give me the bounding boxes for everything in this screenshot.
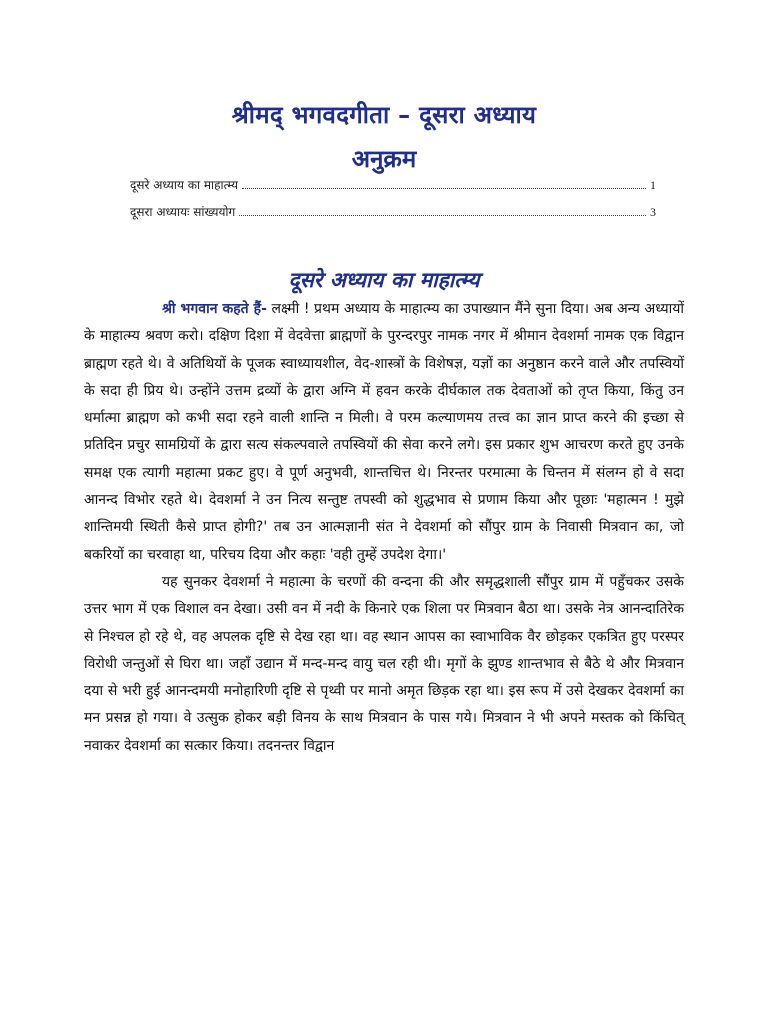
toc-heading: अनुक्रम xyxy=(351,145,417,173)
body-text xyxy=(84,296,684,760)
toc-leader-dots xyxy=(242,187,646,189)
table-of-contents xyxy=(130,176,656,230)
speaker-label: श्री भगवान कहते हैं- xyxy=(162,301,267,317)
paragraph-text: यह सुनकर देवशर्मा ने महात्मा के चरणों की वन्दना की और समृद्धशाली सौंपुर ग्राम में पहुँचकर उसके उत्तर भाग में एक विशाल वन देखा। उसी वन में नदी के किनारे एक शिला पर मित्रवान बैठा था। उसके नेत्र आनन्दातिरेक से निश्चल हो रहे थे, वह अपलक दृष्टि से देख रहा था। वह स्थान आपस का स्वाभाविक वैर छोड़कर एकत्रित हुए परस्पर विरोधी जन्तुओं से घिरा था। जहाँ उद्यान में मन्द-मन्द वायु चल रही थी। मृगों के झुण्ड शान्तभाव से बैठे थे और मित्रवान दया से भरी हुई आनन्दमयी मनोहारिणी दृष्टि से पृथ्वी पर मानो अमृत छिड़क रहा था। इस रूप में उसे देखकर देवशर्मा का मन प्रसन्न हो गया। वे उत्सुक होकर बड़ी विनय के साथ मित्रवान के पास गये। मित्रवान ने भी अपने मस्तक को किंचित् नवाकर देवशर्मा का सत्कार किया। तदनन्तर विद्वान xyxy=(84,573,684,754)
document-title: श्रीमद् भगवदगीता – दूसरा अध्याय xyxy=(231,101,537,129)
toc-entry-label: दूसरे अध्याय का माहात्म्य xyxy=(130,178,239,192)
toc-entry-page: 1 xyxy=(650,178,656,192)
paragraph xyxy=(84,569,684,760)
section-heading: दूसरे अध्याय का माहात्म्य xyxy=(288,268,480,292)
toc-entry-label: दूसरा अध्यायः सांख्ययोग xyxy=(130,205,236,219)
toc-entry-page: 3 xyxy=(650,205,656,219)
toc-entry[interactable] xyxy=(130,176,656,203)
toc-entry[interactable] xyxy=(130,203,656,230)
toc-leader-dots xyxy=(239,214,646,216)
paragraph xyxy=(84,296,684,569)
paragraph-text: लक्ष्मी ! प्रथम अध्याय के माहात्म्य का उपाख्यान मैंने सुना दिया। अब अन्य अध्यायों के माहात्म्य श्रवण करो। दक्षिण दिशा में वेदवेत्ता ब्राह्मणों के पुरन्दरपुर नामक नगर में श्रीमान देवशर्मा नामक एक विद्वान ब्राह्मण रहते थे। वे अतिथियों के पूजक स्वाध्यायशील, वेद-शास्त्रों के विशेषज्ञ, यज्ञों का अनुष्ठान करने वाले और तपस्वियों के सदा ही प्रिय थे। उन्होंने उत्तम द्रव्यों के द्वारा अग्नि में हवन करके दीर्घकाल तक देवताओं को तृप्त किया, किंतु उन धर्मात्मा ब्राह्मण को कभी सदा रहने वाली शान्ति न मिली। वे परम कल्याणमय तत्त्व का ज्ञान प्राप्त करने की इच्छा से प्रतिदिन प्रचुर सामग्रियों के द्वारा सत्य संकल्पवाले तपस्वियों की सेवा करने लगे। इस प्रकार शुभ आचरण करते हुए उनके समक्ष एक त्यागी महात्मा प्रकट हुए। वे पूर्ण अनुभवी, शान्तचित्त थे। निरन्तर परमात्मा के चिन्तन में संलग्न हो वे सदा आनन्द विभोर रहते थे। देवशर्मा ने उन नित्य सन्तुष्ट तपस्वी को शुद्धभाव से प्रणाम किया और पूछाः 'महात्मन ! मुझे शान्तिमयी स्थिती कैसे प्राप्त होगी?' तब उन आत्मज्ञानी संत ने देवशर्मा को सौंपुर ग्राम के निवासी मित्रवान का, जो बकरियों का चरवाहा था, परिचय दिया और कहाः 'वही तुम्हें उपदेश देगा।' xyxy=(84,301,684,563)
